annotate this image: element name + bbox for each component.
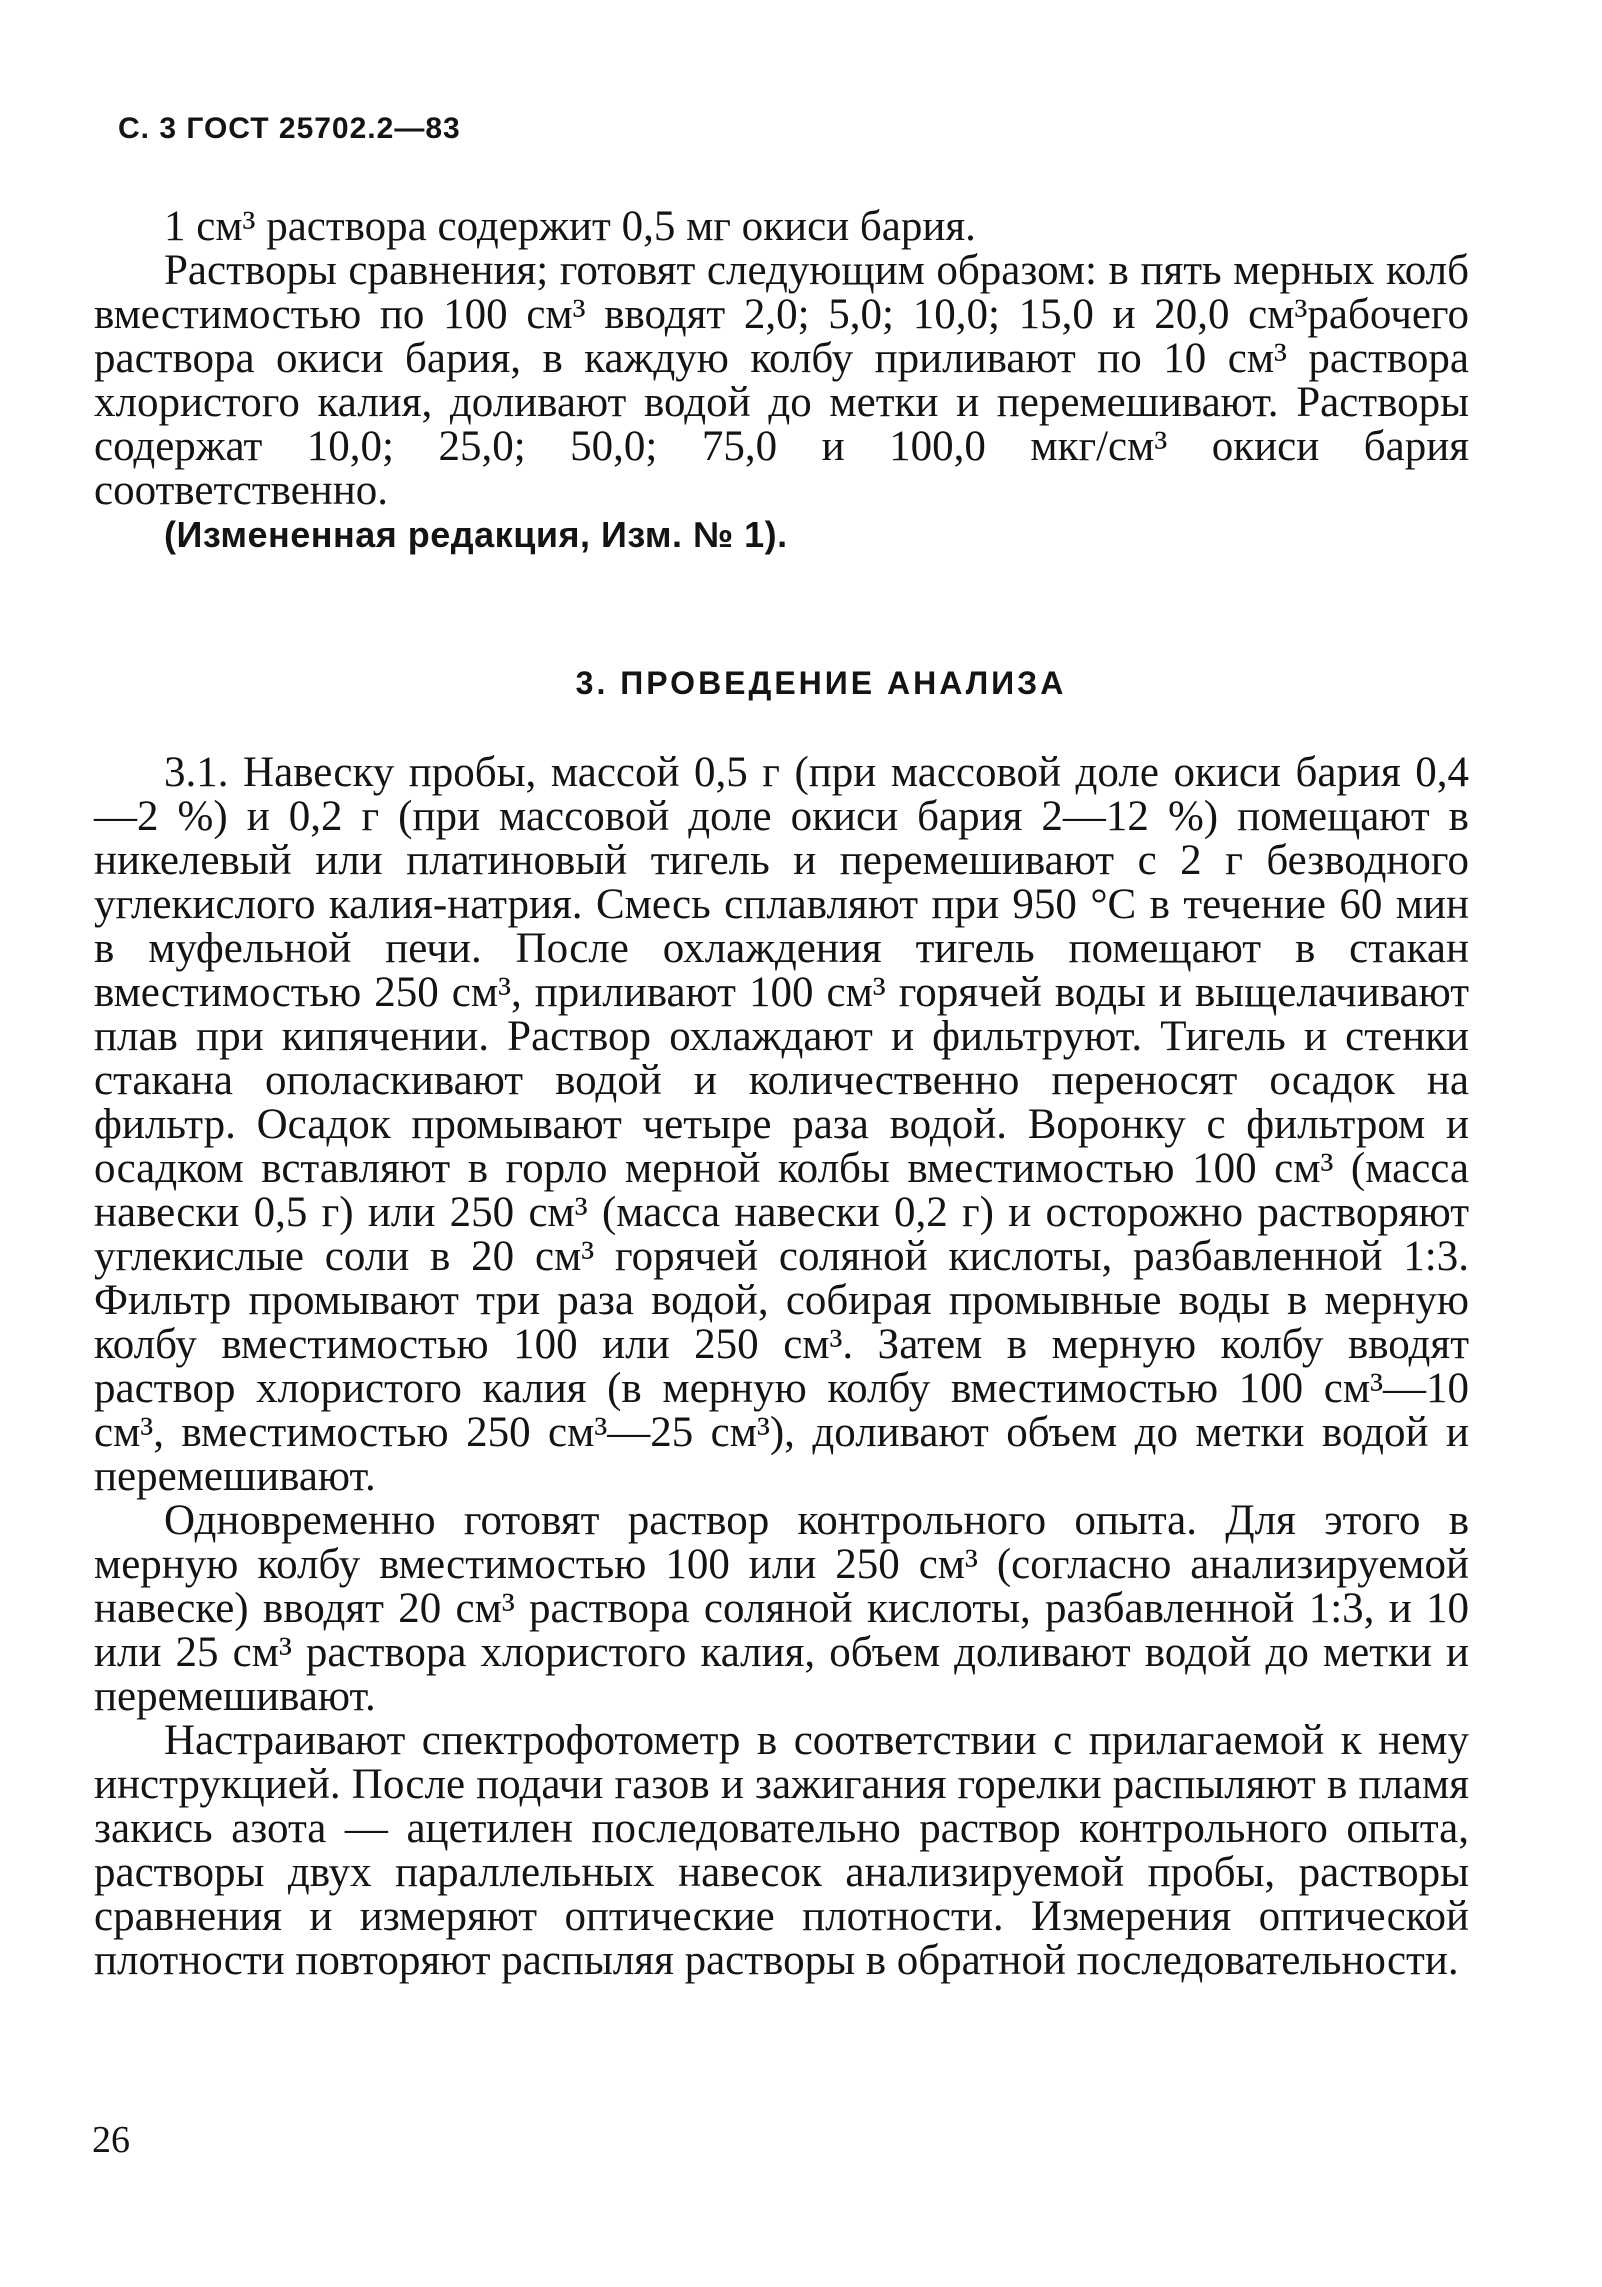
analysis-section bbox=[94, 751, 1469, 1983]
paragraph-3-1: 3.1. Навеску пробы, массой 0,5 г (при массовой доле окиси бария 0,4—2 %) и 0,2 г (при массовой доле окиси бария 2—12 %) помещают в никелевый или платиновый тигель и перемешивают с 2 г безводного углекислого калия-натрия. Смесь сплавляют при 950 °С в течение 60 мин в муфельной печи. После охлаждения тигель помещают в стакан вместимостью 250 см³, приливают 100 см³ горячей воды и выщелачивают плав при кипячении. Раствор охлаждают и фильтруют. Тигель и стенки стакана ополаскивают водой и количественно переносят осадок на фильтр. Осадок промывают четыре раза водой. Воронку с фильтром и осадком вставляют в горло мерной колбы вместимостью 100 см³ (масса навески 0,5 г) или 250 см³ (масса навески 0,2 г) и осторожно растворяют углекислые соли в 20 см³ горячей соляной кислоты, разбавленной 1:3. Фильтр промывают три раза водой, собирая промывные воды в мерную колбу вместимостью 100 или 250 см³. Затем в мерную колбу вводят раствор хлористого калия (в мерную колбу вместимостью 100 см³—10 см³, вместимостью 250 см³—25 см³), доливают объем до метки водой и перемешивают. bbox=[94, 749, 1469, 1500]
paragraph-control-experiment: Одновременно готовят раствор контрольного опыта. Для этого в мерную колбу вместимостью 100 или 250 см³ (согласно анализируемой навеске) вводят 20 см³ раствора соляной кислоты, разбавленной 1:3, и 10 или 25 см³ раствора хлористого калия, объем доливают водой до метки и перемешивают. bbox=[94, 1497, 1469, 1720]
page-number: 26 bbox=[92, 2119, 130, 2161]
running-header: С. 3 ГОСТ 25702.2—83 bbox=[118, 112, 461, 145]
amendment-note: (Измененная редакция, Изм. № 1). bbox=[164, 514, 788, 555]
paragraph-spectrophotometer: Настраивают спектрофотометр в соответствии с прилагаемой к нему инструкцией. После подачи газов и зажигания горелки распыляют в пламя закись азота — ацетилен последовательно раствор контрольного опыта, растворы двух параллельных навесок анализируемой пробы, растворы сравнения и измеряют оптические плотности. Измерения оптической плотности повторяют распыляя растворы в обратной последовательности. bbox=[94, 1717, 1469, 1984]
paragraph-solution-concentration: 1 см³ раствора содержит 0,5 мг окиси бария. bbox=[164, 203, 976, 250]
section-title: 3. ПРОВЕДЕНИЕ АНАЛИЗА bbox=[575, 665, 1067, 701]
paragraph-reference-solutions: Растворы сравнения; готовят следующим образом: в пять мерных колб вместимостью по 100 см³ вводят 2,0; 5,0; 10,0; 15,0 и 20,0 см³рабочего раствора окиси бария, в каждую колбу приливают по 10 см³ раствора хлористого калия, доливают водой до метки и перемешивают. Растворы содержат 10,0; 25,0; 50,0; 75,0 и 100,0 мкг/см³ окиси бария соответственно. bbox=[94, 247, 1469, 514]
top-section bbox=[94, 205, 1469, 557]
